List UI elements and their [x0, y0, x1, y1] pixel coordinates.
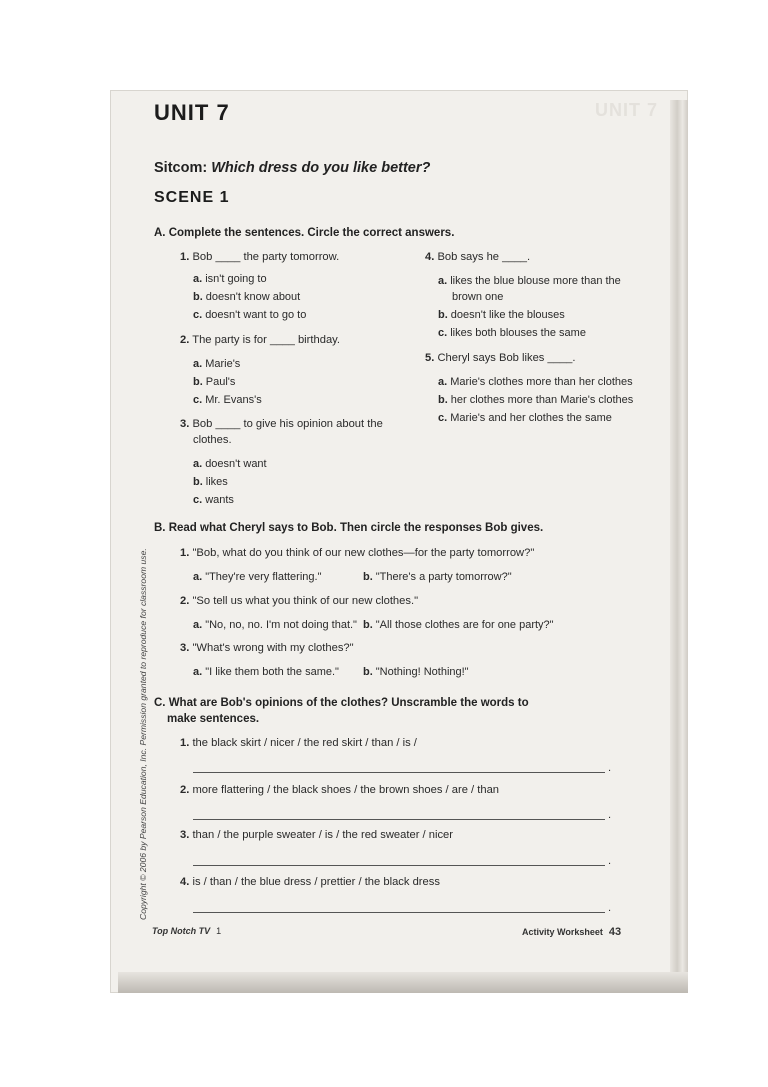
option-a2-a[interactable]: a. Marie's — [193, 358, 241, 370]
page-bottom-edge — [118, 972, 688, 993]
unscramble-c3: 3. than / the purple sweater / is / the red sweater / nicer — [180, 829, 454, 841]
option-a1-c[interactable]: c. doesn't want to go to — [193, 309, 307, 321]
option-a5-a[interactable]: a. Marie's clothes more than her clothes — [438, 376, 633, 388]
unscramble-c2: 2. more flattering / the black shoes / the brown shoes / are / than — [180, 784, 500, 796]
show-through-text: UNIT 7 — [595, 100, 659, 120]
option-a4-a-cont: brown one — [452, 291, 504, 303]
worksheet-page — [110, 90, 688, 993]
answer-line-c3[interactable] — [193, 865, 605, 866]
page-edge — [670, 100, 688, 980]
section-a-instruction: A. Complete the sentences. Circle the correct answers. — [154, 227, 455, 239]
response-b1-b[interactable]: b. "There's a party tomorrow?" — [363, 571, 512, 583]
question-a3: 3. Bob ____ to give his opinion about the — [180, 418, 383, 430]
answer-line-c4[interactable] — [193, 912, 605, 913]
option-a5-c[interactable]: c. Marie's and her clothes the same — [438, 412, 612, 424]
question-number: 1. — [180, 251, 190, 263]
unit-title: UNIT 7 — [154, 100, 230, 125]
footer-level: 1 — [216, 926, 222, 936]
quote-b3: 3. "What's wrong with my clothes?" — [180, 642, 354, 654]
quote-b2: 2. "So tell us what you think of our new clothes." — [180, 595, 419, 607]
section-b-instruction: B. Read what Cheryl says to Bob. Then circle the responses Bob gives. — [154, 522, 544, 534]
response-b2-a[interactable]: a. "No, no, no. I'm not doing that." — [193, 619, 357, 631]
question-a3-cont: clothes. — [193, 434, 232, 446]
option-a4-a[interactable]: a. likes the blue blouse more than the — [438, 275, 621, 287]
scene-title: SCENE 1 — [154, 189, 230, 206]
section-c-instruction-cont: make sentences. — [167, 713, 260, 725]
option-a2-c[interactable]: c. Mr. Evans's — [193, 394, 262, 406]
period-c1: . — [608, 762, 612, 774]
footer-left — [152, 926, 221, 936]
response-b2-b[interactable]: b. "All those clothes are for one party?" — [363, 619, 554, 631]
option-a3-c[interactable]: c. wants — [193, 494, 234, 506]
option-a3-a[interactable]: a. doesn't want — [193, 458, 267, 470]
sitcom-title: Which dress do you like better? — [211, 160, 431, 176]
period-c3: . — [608, 855, 612, 867]
response-b3-a[interactable]: a. "I like them both the same." — [193, 666, 339, 678]
sitcom-heading — [154, 160, 430, 176]
period-c2: . — [608, 809, 612, 821]
option-a5-b[interactable]: b. her clothes more than Marie's clothes — [438, 394, 634, 406]
period-c4: . — [608, 902, 612, 914]
answer-line-c2[interactable] — [193, 819, 605, 820]
footer-worksheet-label: Activity Worksheet — [522, 927, 603, 937]
option-a4-b[interactable]: b. doesn't like the blouses — [438, 309, 565, 321]
question-a2: 2. The party is for ____ birthday. — [180, 334, 341, 346]
quote-b1: 1. "Bob, what do you think of our new clothes—for the party tomorrow?" — [180, 547, 535, 559]
response-b3-b[interactable]: b. "Nothing! Nothing!" — [363, 666, 469, 678]
section-c-instruction: C. What are Bob's opinions of the clothes? Unscramble the words to — [154, 697, 529, 709]
unscramble-c4: 4. is / than / the blue dress / prettier / the black dress — [180, 876, 440, 888]
footer-right — [522, 926, 621, 938]
question-a5: 5. Cheryl says Bob likes ____. — [425, 352, 576, 364]
side-copyright: Copyright © 2006 by Pearson Education, Inc. Permission granted to reproduce for classroom use. — [138, 548, 148, 920]
option-a1-b[interactable]: b. doesn't know about — [193, 291, 301, 303]
response-b1-a[interactable]: a. "They're very flattering." — [193, 571, 322, 583]
page-number: 43 — [608, 926, 622, 938]
sitcom-label: Sitcom: — [154, 160, 208, 176]
question-text: Bob ____ the party tomorrow. — [192, 251, 340, 263]
question-a4: 4. Bob says he ____. — [425, 251, 531, 263]
option-a4-c[interactable]: c. likes both blouses the same — [438, 327, 586, 339]
option-a3-b[interactable]: b. likes — [193, 476, 228, 488]
question-a1 — [180, 251, 339, 263]
option-a1-a[interactable]: a. isn't going to — [193, 273, 267, 285]
option-a2-b[interactable]: b. Paul's — [193, 376, 236, 388]
footer-series: Top Notch TV — [152, 926, 211, 936]
unscramble-c1: 1. the black skirt / nicer / the red skirt / than / is / — [180, 737, 417, 749]
answer-line-c1[interactable] — [193, 772, 605, 773]
